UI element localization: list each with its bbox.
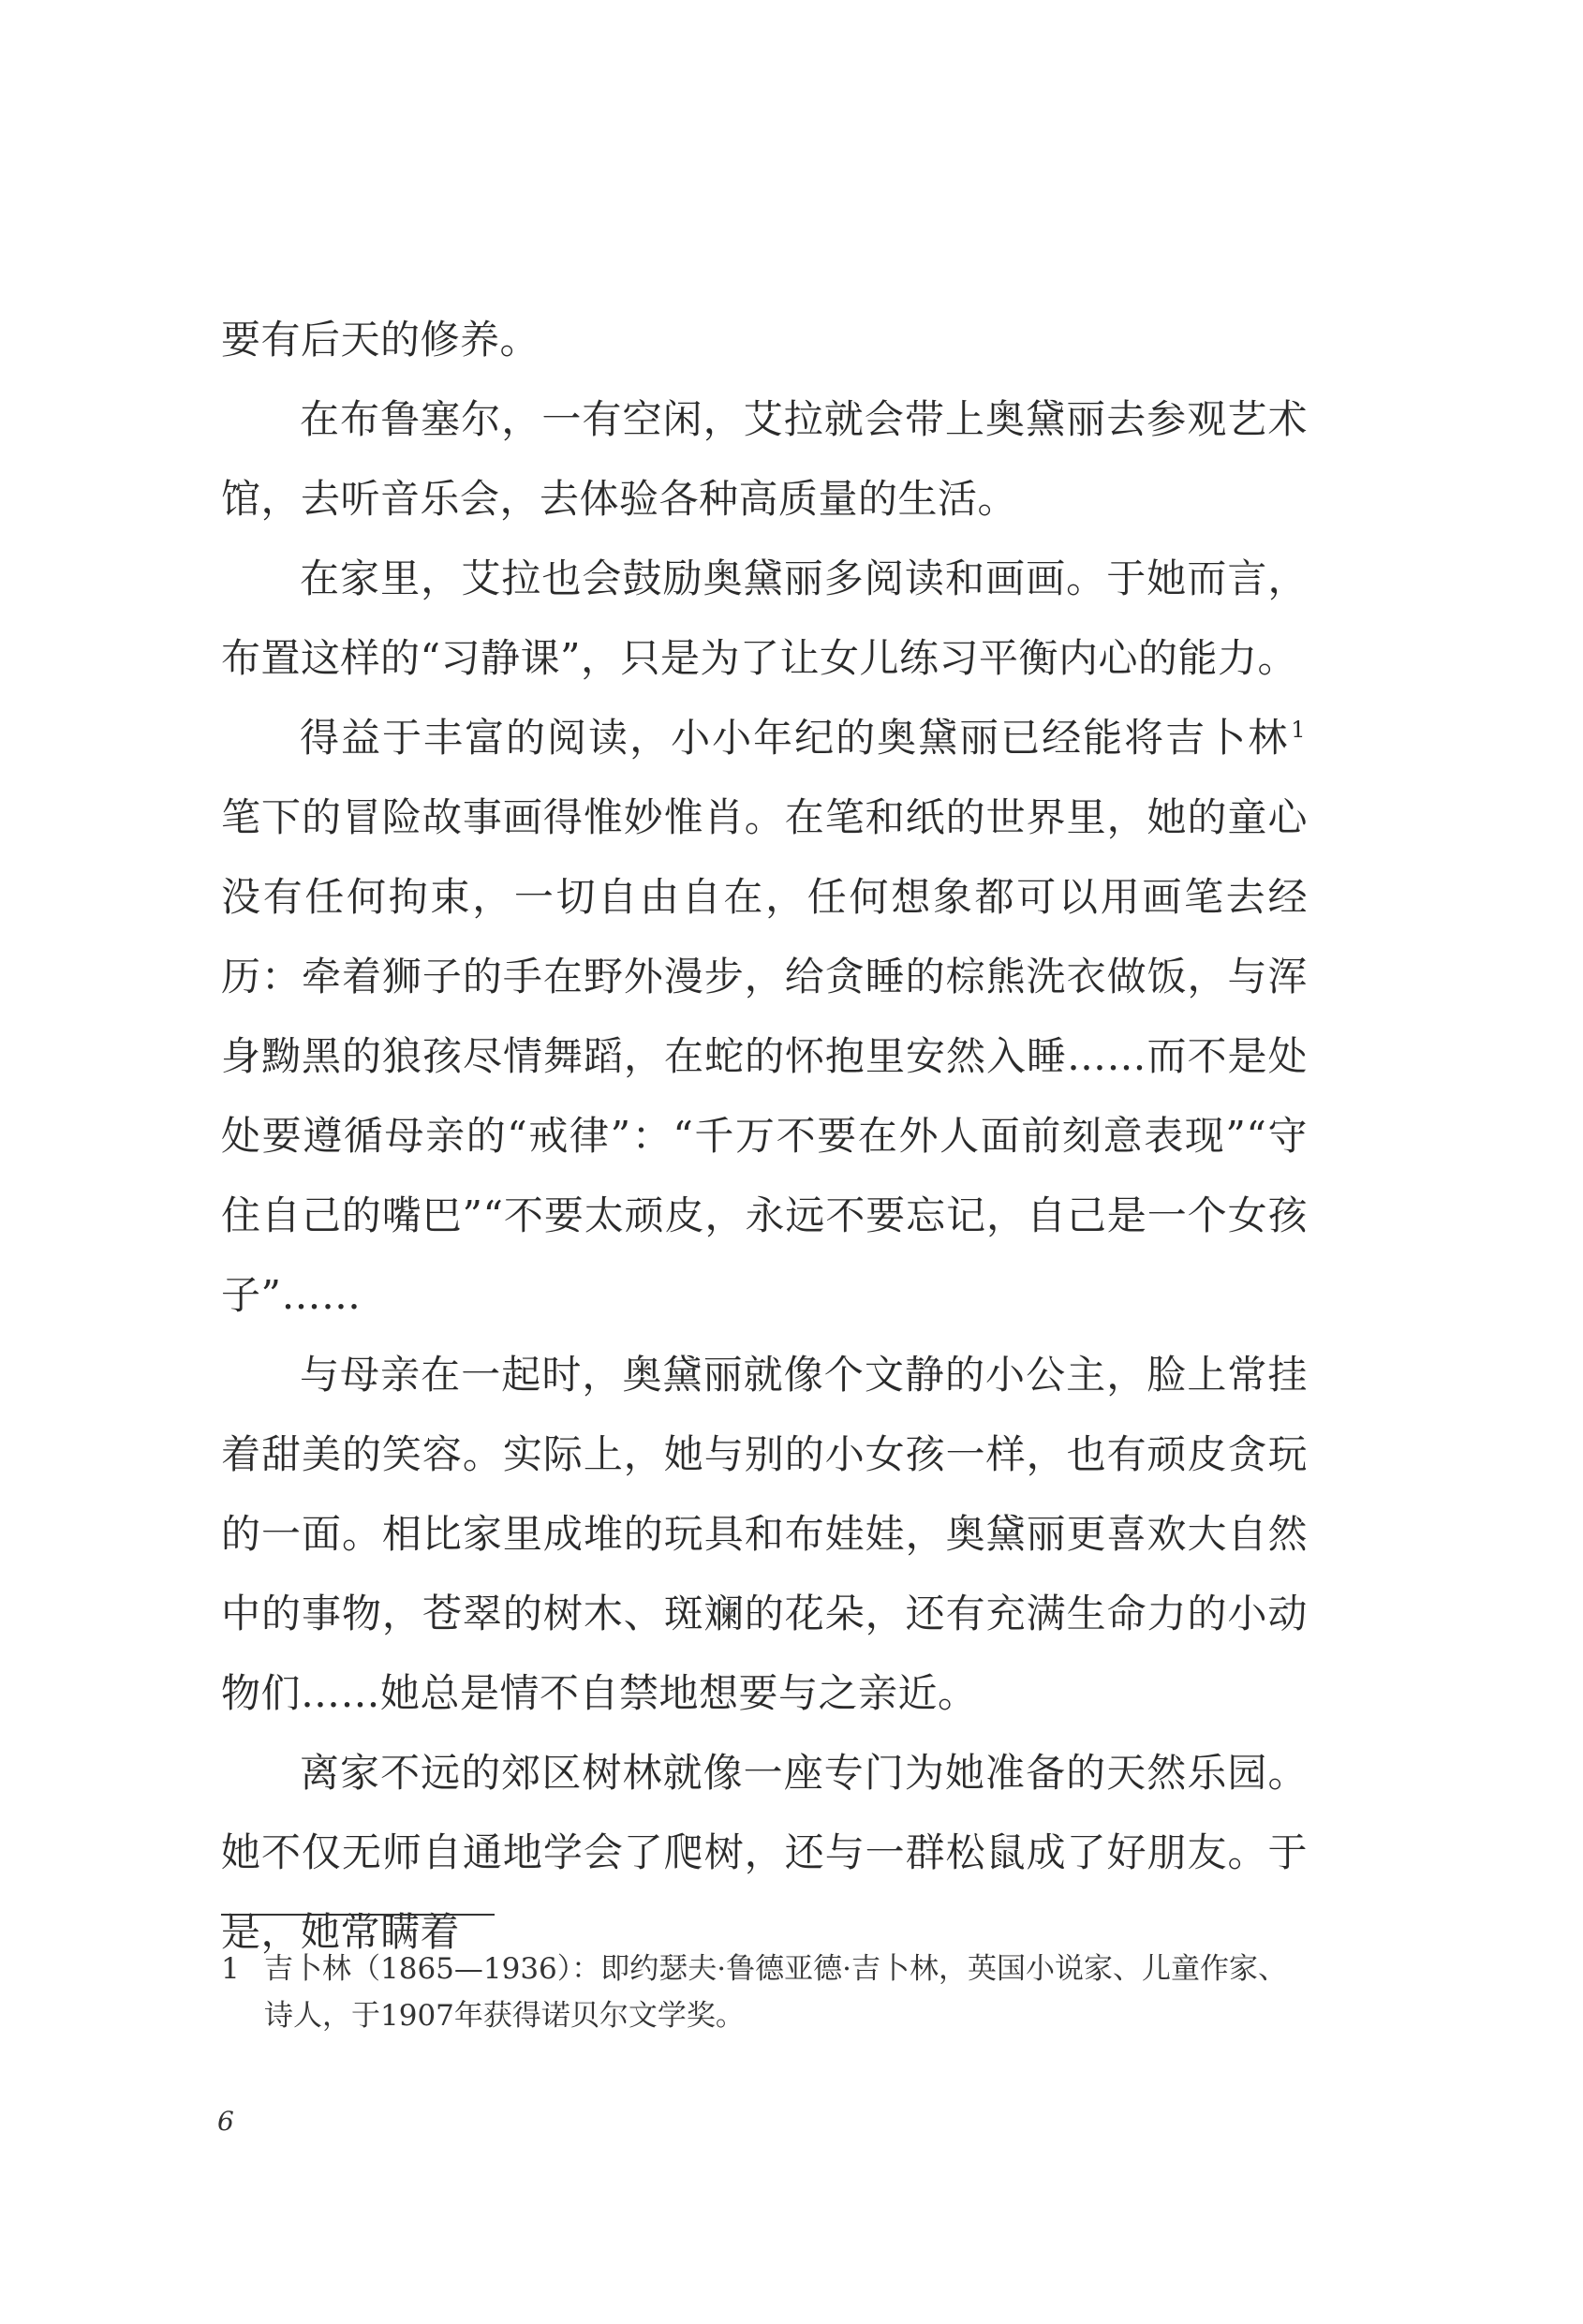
footnote-text: 吉卜林（1865—1936）：即约瑟夫·鲁德亚德·吉卜林，英国小说家、儿童作家、诗人，于1907年获得诺贝尔文学奖。: [264, 1952, 1287, 2033]
paragraph-4-text-before: 得益于丰富的阅读，小小年纪的奥黛丽已经能将吉卜林: [300, 715, 1290, 761]
footnote-number: 1: [221, 1952, 240, 1986]
paragraph-4-text-after: 笔下的冒险故事画得惟妙惟肖。在笔和纸的世界里，她的童心没有任何拘束，一切自由自在，任何想象都可以用画笔去经历：牵着狮子的手在野外漫步，给贪睡的棕熊洗衣做饭，与浑身黝黑的狼孩尽情舞蹈，在蛇的怀抱里安然入睡……而不是处处要遵循母亲的“戒律”：“千万不要在外人面前刻意表现”“守住自己的嘴巴”“不要太顽皮，永远不要忘记，自己是一个女孩子”……: [221, 794, 1308, 1318]
page-number: 6: [217, 2106, 234, 2137]
paragraph-4: [221, 698, 1308, 1335]
paragraph-6: 离家不远的郊区树林就像一座专门为她准备的天然乐园。她不仅无师自通地学会了爬树，还与一群松鼠成了好朋友。于是，她常瞒着: [221, 1750, 1308, 1955]
footnote: [221, 1946, 1308, 2039]
body-text: [221, 300, 1308, 1972]
footnote-divider: [221, 1914, 495, 1916]
footnote-reference[interactable]: 1: [1291, 717, 1306, 743]
paragraph-1: 要有后天的修养。: [221, 317, 540, 363]
paragraph-3: 在家里，艾拉也会鼓励奥黛丽多阅读和画画。于她而言，布置这样的“习静课”，只是为了让女儿练习平衡内心的能力。: [221, 555, 1308, 681]
paragraph-5: 与母亲在一起时，奥黛丽就像个文静的小公主，脸上常挂着甜美的笑容。实际上，她与别的小女孩一样，也有顽皮贪玩的一面。相比家里成堆的玩具和布娃娃，奥黛丽更喜欢大自然中的事物，苍翠的树木、斑斓的花朵，还有充满生命力的小动物们……她总是情不自禁地想要与之亲近。: [221, 1352, 1308, 1716]
paragraph-2: 在布鲁塞尔，一有空闲，艾拉就会带上奥黛丽去参观艺术馆，去听音乐会，去体验各种高质量的生活。: [221, 396, 1308, 522]
